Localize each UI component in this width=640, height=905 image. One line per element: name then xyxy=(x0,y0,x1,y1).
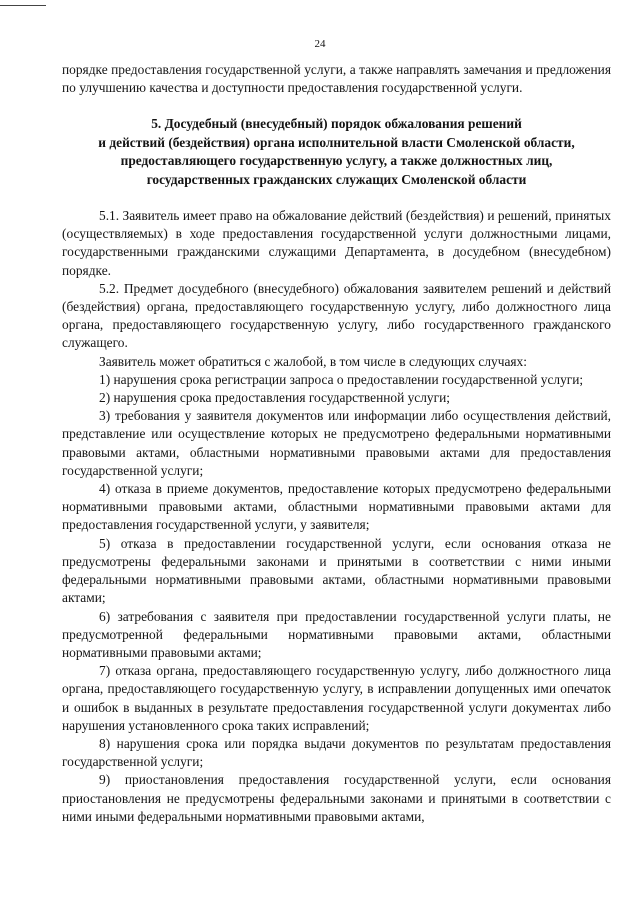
section-heading xyxy=(62,115,611,189)
list-item-8: 8) нарушения срока или порядка выдачи документов по результатам предоставления государственной услуги; xyxy=(62,735,611,770)
scan-corner-mark xyxy=(0,5,46,6)
page-number: 24 xyxy=(314,38,326,50)
section-heading-line: государственных гражданских служащих Смоленской области xyxy=(146,171,527,187)
list-item-5: 5) отказа в предоставлении государственной услуги, если основания отказа не предусмотрены федеральными законами и принятыми в соответствии с ними иными федеральными нормативными правовыми актами, областными нормативными правовыми актами; xyxy=(62,535,611,606)
list-item-3: 3) требования у заявителя документов или информации либо осуществления действий, представление или осуществление которых не предусмотрено федеральными нормативными правовыми актами, областными нормативными правовыми актами для предоставления государственной услуги; xyxy=(62,408,611,478)
list-item-4: 4) отказа в приеме документов, предоставление которых предусмотрено федеральными нормативными правовыми актами, областными нормативными правовыми актами для предоставления государственной услуги, у заявителя; xyxy=(62,481,611,533)
paragraph-5-1: 5.1. Заявитель имеет право на обжалование действий (бездействия) и решений, принятых (осуществляемых) в ходе предоставления государственной услуги должностными лицами, государственными гражданскими служащими Департамента, в досудебном (внесудебном) порядке. xyxy=(62,208,611,278)
list-item-1: 1) нарушения срока регистрации запроса о предоставлении государственной услуги; xyxy=(99,371,584,387)
section-heading-line: и действий (бездействия) органа исполнительной власти Смоленской области, xyxy=(98,134,575,150)
list-item-6: 6) затребования с заявителя при предоставлении государственной услуги платы, не предусмотренной федеральными нормативными правовыми актами, областными нормативными правовыми актами; xyxy=(62,608,611,660)
list-item-2: 2) нарушения срока предоставления государственной услуги; xyxy=(99,390,451,406)
list-item-9: 9) приостановления предоставления государственной услуги, если основания приостановления не предусмотрены федеральными законами и принятыми в соответствии с ними иными федеральными нормативными правовыми актами, xyxy=(62,772,611,824)
paragraph-5-2: 5.2. Предмет досудебного (внесудебного) обжалования заявителем решений и действий (бездействия) органа, предоставляющего государственную услугу, либо должностного лица органа, предоставляющего государственную услугу, либо государственного гражданского служащего. xyxy=(62,280,611,351)
intro-paragraph: порядке предоставления государственной услуги, а также направлять замечания и предложения по улучшению качества и доступности предоставления государственной услуги. xyxy=(62,62,611,96)
document-body xyxy=(62,61,611,826)
section-heading-line: 5. Досудебный (внесудебный) порядок обжалования решений xyxy=(151,116,522,132)
list-item-7: 7) отказа органа, предоставляющего государственную услугу, либо должностного лица органа, предоставляющего государственную услугу, в исправлении допущенных ими опечаток и ошибок в выданных в результате предоставления государственной услуги документах либо нарушения установленного срока таких исправлений; xyxy=(62,663,611,733)
complaint-cases-intro: Заявитель может обратиться с жалобой, в том числе в следующих случаях: xyxy=(99,353,527,369)
section-heading-line: предоставляющего государственную услугу, а также должностных лиц, xyxy=(120,153,553,169)
